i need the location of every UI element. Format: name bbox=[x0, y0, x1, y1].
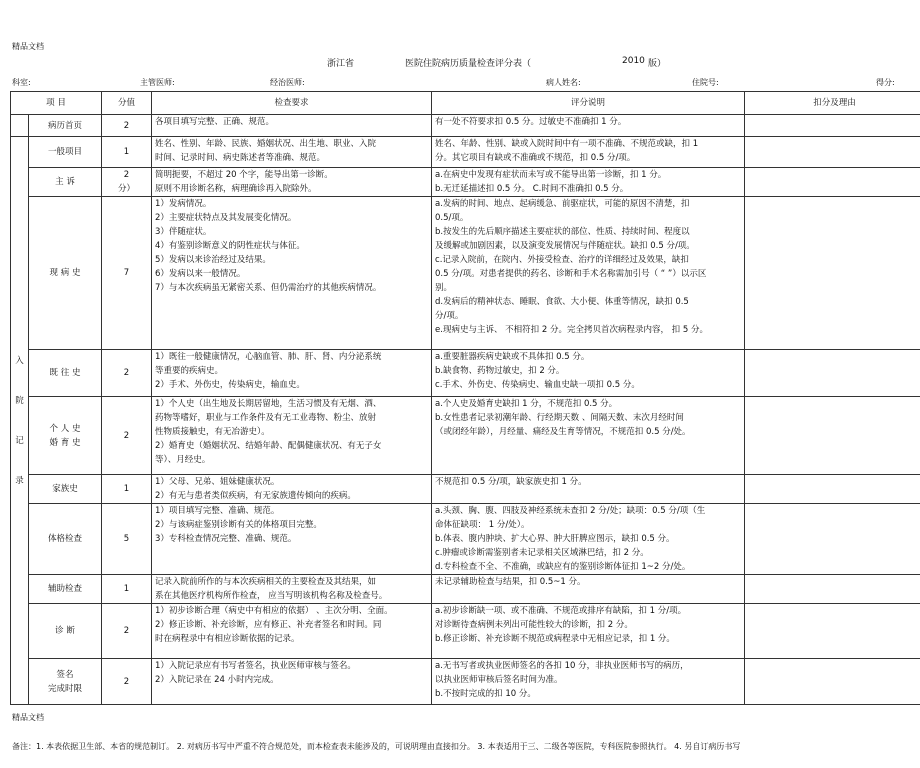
row-item bbox=[29, 350, 102, 397]
row-deduction-cell[interactable] bbox=[745, 659, 920, 705]
row-item bbox=[29, 504, 102, 575]
description-line: 不规范扣 0.5 分/项，缺家族史扣 1 分。 bbox=[435, 477, 587, 487]
row-item bbox=[29, 397, 102, 475]
description-line: 未记录辅助检查与结果，扣 0.5~1 分。 bbox=[435, 577, 586, 587]
header-requirement: 检查要求 bbox=[152, 92, 432, 115]
row-deduction-cell[interactable] bbox=[745, 397, 920, 475]
table-row bbox=[11, 350, 920, 397]
table-row bbox=[11, 475, 920, 504]
row-description bbox=[432, 659, 745, 705]
row-points-value: 2 bbox=[123, 170, 130, 180]
requirement-line: 时在病程录中有相应诊断依据的记录。 bbox=[155, 634, 300, 644]
description-line: 对诊断待查病例未列出可能性较大的诊断，扣 2 分。 bbox=[435, 620, 633, 630]
row-item-label: 体格检查 bbox=[48, 534, 83, 544]
score-table bbox=[10, 91, 920, 705]
row-points-value: 1 bbox=[123, 484, 130, 494]
row-item bbox=[29, 475, 102, 504]
header-description: 评分说明 bbox=[432, 92, 745, 115]
description-line: b.按发生的先后顺序描述主要症状的部位、性质、持续时间、程度以 bbox=[435, 227, 690, 237]
row-points bbox=[102, 115, 152, 137]
requirement-line: 药物等嗜好，职业与工作条件及有无工业毒物、粉尘、放射 bbox=[155, 413, 377, 423]
row-points-value: 2 bbox=[123, 626, 130, 636]
requirement-line: 1）既往一般健康情况，心脑血管、肺、肝、肾、内分泌系统 bbox=[155, 352, 382, 362]
requirement-line: 2）手术、外伤史，传染病史，输血史。 bbox=[155, 380, 305, 390]
section-label-char: 入 bbox=[15, 355, 24, 366]
row-deduction-cell[interactable] bbox=[745, 137, 920, 168]
description-line: 命体征缺项： 1 分/处）。 bbox=[435, 520, 530, 530]
row-item-label: 主 诉 bbox=[55, 177, 75, 187]
form-year: 2010 bbox=[622, 56, 645, 66]
table-row bbox=[11, 168, 920, 197]
requirement-line: 7）与本次疾病虽无紧密关系、但仍需治疗的其他疾病情况。 bbox=[155, 283, 382, 293]
row-description bbox=[432, 115, 745, 137]
description-line: c.手术、外伤史、传染病史、输血史缺一项扣 0.5 分。 bbox=[435, 380, 640, 390]
row-deduction-cell[interactable] bbox=[745, 350, 920, 397]
row-requirement bbox=[152, 397, 432, 475]
requirement-line: 5）发病以来诊治经过及结果。 bbox=[155, 255, 271, 265]
row-description bbox=[432, 168, 745, 197]
row-points-unit: 分） bbox=[118, 184, 136, 194]
requirement-line: 1）父母、兄弟、姐妹健康状况。 bbox=[155, 477, 280, 487]
row-item-label-2: 婚 育 史 bbox=[49, 437, 81, 448]
description-line: 0.5/项。 bbox=[435, 213, 469, 223]
row-requirement bbox=[152, 137, 432, 168]
requirement-line: 2）修正诊断、补充诊断，应有修正、补充者签名和时间。同 bbox=[155, 620, 382, 630]
row-points bbox=[102, 604, 152, 659]
requirement-line: 2）主要症状特点及其发展变化情况。 bbox=[155, 213, 297, 223]
description-line: b.女性患者记录初潮年龄、行经期天数 、间隔天数、末次月经时间 bbox=[435, 413, 684, 423]
description-line: 分。其它项目有缺或不准确或不规范，扣 0.5 分/项。 bbox=[435, 153, 636, 163]
section-label-char: 记 bbox=[15, 435, 24, 446]
patient-name-label: 病人姓名: bbox=[546, 78, 581, 87]
row-item-label: 一般项目 bbox=[48, 147, 83, 157]
row-item-label: 家族史 bbox=[52, 484, 78, 494]
row-points bbox=[102, 137, 152, 168]
requirement-line: 姓名、性别、年龄、民族、婚姻状况、出生地、职业、入院 bbox=[155, 139, 377, 149]
row-requirement bbox=[152, 575, 432, 604]
description-line: b.修正诊断、补充诊断不规范或病程录中无相应记录，扣 1 分。 bbox=[435, 634, 675, 644]
row-deduction-cell[interactable] bbox=[745, 575, 920, 604]
row-item-label: 现 病 史 bbox=[49, 268, 81, 278]
row-description bbox=[432, 397, 745, 475]
row-item bbox=[29, 168, 102, 197]
requirement-line: 2）入院记录在 24 小时内完成。 bbox=[155, 675, 279, 685]
requirement-line: 2）与该病症鉴别诊断有关的体格项目完整。 bbox=[155, 520, 322, 530]
row-item-label: 签名 bbox=[56, 669, 74, 680]
description-line: 姓名、年龄、性别、缺或入院时间中有一项不准确、不规范或缺，扣 1 bbox=[435, 139, 699, 149]
side-cell-empty bbox=[11, 115, 29, 137]
admission-no-label: 住院号: bbox=[692, 78, 719, 87]
row-requirement bbox=[152, 168, 432, 197]
footer-tag: 精品文档 bbox=[12, 713, 44, 722]
description-line: e.现病史与主诉、 不相符扣 2 分。完全拷贝首次病程录内容， 扣 5 分。 bbox=[435, 325, 708, 335]
requirement-line: 2）有无与患者类似疾病，有无家族遗传倾向的疾病。 bbox=[155, 491, 356, 501]
description-line: 分/项。 bbox=[435, 311, 464, 321]
row-requirement bbox=[152, 115, 432, 137]
row-item-label: 个 人 史 bbox=[49, 423, 81, 434]
description-line: 别。 bbox=[435, 283, 453, 293]
row-item bbox=[29, 115, 102, 137]
description-line: （或闭经年龄），月经量、痛经及生育等情况，不规范扣 0.5 分/处。 bbox=[435, 427, 691, 437]
chief-doctor-label: 主管医师: bbox=[140, 78, 175, 87]
score-label: 得分: bbox=[876, 78, 895, 87]
row-points-value: 2 bbox=[123, 430, 130, 441]
row-requirement bbox=[152, 350, 432, 397]
requirement-line: 1）初步诊断合理（病史中有相应的依据） 、主次分明、全面。 bbox=[155, 606, 393, 616]
row-item bbox=[29, 604, 102, 659]
row-deduction-cell[interactable] bbox=[745, 197, 920, 350]
row-points-value: 1 bbox=[123, 584, 130, 594]
document-tag: 精品文档 bbox=[12, 42, 44, 51]
row-deduction-cell[interactable] bbox=[745, 115, 920, 137]
row-description bbox=[432, 575, 745, 604]
row-points bbox=[102, 504, 152, 575]
description-line: 有一处不符要求扣 0.5 分。过敏史不准确扣 1 分。 bbox=[435, 117, 627, 127]
requirement-line: 性物质接触史，有无冶游史）。 bbox=[155, 427, 270, 437]
requirement-line: 各项目填写完整、正确、规范。 bbox=[155, 117, 275, 127]
row-points bbox=[102, 659, 152, 705]
row-deduction-cell[interactable] bbox=[745, 475, 920, 504]
row-points-value: 7 bbox=[123, 268, 130, 278]
description-line: a.头颈、胸、腹、四肢及神经系统未查扣 2 分/处；缺项：0.5 分/项（生 bbox=[435, 506, 706, 516]
row-item-label: 病历首页 bbox=[48, 120, 83, 131]
row-points-value: 5 bbox=[123, 534, 130, 544]
header-points: 分值 bbox=[102, 92, 152, 115]
row-item-label: 诊 断 bbox=[55, 626, 75, 636]
row-points bbox=[102, 475, 152, 504]
description-line: c.记录入院前，在院内、外接受检查、治疗的详细经过及效果，缺扣 bbox=[435, 255, 689, 265]
description-line: a.初步诊断缺一项、或不准确、不规范或排序有缺陷，扣 1 分/项。 bbox=[435, 606, 687, 616]
row-requirement bbox=[152, 197, 432, 350]
province-label: 浙江省 bbox=[327, 59, 355, 69]
section-label-char: 院 bbox=[15, 395, 24, 406]
header-item: 项 目 bbox=[11, 92, 102, 115]
header-deduction: 扣分及理由 bbox=[745, 92, 920, 115]
requirement-line: 2）婚育史（婚姻状况、结婚年龄、配偶健康状况、有无子女 bbox=[155, 441, 382, 451]
attending-doctor-label: 经治医师: bbox=[270, 78, 305, 87]
table-row bbox=[11, 137, 920, 168]
requirement-line: 6）发病以来一般情况。 bbox=[155, 269, 246, 279]
description-line: a.无书写者或执业医师签名的各扣 10 分，非执业医师书写的病历， bbox=[435, 661, 689, 671]
table-row bbox=[11, 197, 920, 350]
description-line: a.重要脏器疾病史缺或不具体扣 0.5 分。 bbox=[435, 352, 590, 362]
requirement-line: 等重要的疾病史。 bbox=[155, 366, 224, 376]
table-row bbox=[11, 504, 920, 575]
table-row bbox=[11, 604, 920, 659]
row-points-value: 1 bbox=[123, 147, 130, 157]
row-item bbox=[29, 659, 102, 705]
table-row bbox=[11, 115, 920, 137]
row-requirement bbox=[152, 475, 432, 504]
row-points-value: 2 bbox=[123, 120, 130, 131]
requirement-line: 原则不用诊断名称，病理确诊再入院除外。 bbox=[155, 184, 317, 194]
requirement-line: 系在其他医疗机构所作检查， 应当写明该机构名称及检查号。 bbox=[155, 591, 388, 601]
table-row bbox=[11, 575, 920, 604]
row-requirement bbox=[152, 659, 432, 705]
description-line: b.缺食物、药物过敏史，扣 2 分。 bbox=[435, 366, 565, 376]
requirement-line: 时间、记录时间、病史陈述者等准确、规范。 bbox=[155, 153, 326, 163]
table-row bbox=[11, 659, 920, 705]
row-item-label-2: 完成时限 bbox=[48, 683, 83, 694]
row-description bbox=[432, 504, 745, 575]
row-item bbox=[29, 575, 102, 604]
row-points bbox=[102, 168, 152, 197]
form-title: 医院住院病历质量检查评分表（ bbox=[405, 59, 532, 69]
row-deduction-cell[interactable] bbox=[745, 604, 920, 659]
row-requirement bbox=[152, 504, 432, 575]
requirement-line: 等）、月经史。 bbox=[155, 455, 211, 465]
table-row bbox=[11, 397, 920, 475]
description-line: 以执业医师审核后签名时间为准。 bbox=[435, 675, 563, 685]
requirement-line: 记录入院前所作的与本次疾病相关的主要检查及其结果，如 bbox=[155, 577, 377, 587]
row-deduction-cell[interactable] bbox=[745, 168, 920, 197]
row-item-label: 辅助检查 bbox=[48, 584, 83, 594]
description-line: d.发病后的精神状态、睡眠、食欲、大小便、体重等情况，缺扣 0.5 bbox=[435, 297, 689, 307]
dept-label: 科室: bbox=[12, 78, 31, 87]
requirement-line: 1）入院记录应有书写者签名，执业医师审核与签名。 bbox=[155, 661, 356, 671]
section-label-admission-record bbox=[11, 137, 29, 705]
requirement-line: 3）专科检查情况完整、准确、规范。 bbox=[155, 534, 297, 544]
footer-notes: 备注：1. 本表依据卫生部、本省的规范制订。 2. 对病历书写中严重不符合规范处，而本检查表未能涉及的，可说明理由直接扣分。 3. 本表适用于三、二级各等医院，专科医院参照执行。 4. 另自订病历书写 bbox=[12, 742, 741, 751]
requirement-line: 4）有鉴别诊断意义的阴性症状与体征。 bbox=[155, 241, 305, 251]
description-line: a.在病史中发现有症状而未写或不能导出第一诊断，扣 1 分。 bbox=[435, 170, 667, 180]
row-points bbox=[102, 575, 152, 604]
description-line: b.体表、腹内肿块、扩大心界、肿大肝脾应图示，缺扣 0.5 分。 bbox=[435, 534, 675, 544]
description-line: c.肿瘤或诊断需鉴别者未记录相关区域淋巴结，扣 2 分。 bbox=[435, 548, 649, 558]
row-item bbox=[29, 137, 102, 168]
row-points-value: 2 bbox=[123, 368, 130, 378]
requirement-line: 简明扼要，不超过 20 个字，能导出第一诊断。 bbox=[155, 170, 333, 180]
row-item-label: 既 往 史 bbox=[49, 368, 81, 378]
description-line: b.不按时完成的扣 10 分。 bbox=[435, 689, 536, 699]
row-points bbox=[102, 350, 152, 397]
row-description bbox=[432, 137, 745, 168]
row-description bbox=[432, 475, 745, 504]
requirement-line: 3）伴随症状。 bbox=[155, 227, 212, 237]
row-description bbox=[432, 197, 745, 350]
description-line: 0.5 分/项。对患者提供的药名、诊断和手术名称需加引号（ “ ”）以示区 bbox=[435, 269, 707, 279]
row-points bbox=[102, 397, 152, 475]
section-label-char: 录 bbox=[15, 475, 24, 486]
row-points bbox=[102, 197, 152, 350]
requirement-line: 1）项目填写完整、准确、规范。 bbox=[155, 506, 280, 516]
requirement-line: 1）个人史（出生地及长期居留地，生活习惯及有无烟、酒、 bbox=[155, 399, 382, 409]
description-line: 及缓解或加剧因素，以及演变发展情况与伴随症状。缺扣 0.5 分/项。 bbox=[435, 241, 695, 251]
table-header-row bbox=[11, 92, 920, 115]
requirement-line: 1）发病情况。 bbox=[155, 199, 212, 209]
description-line: a.发病的时间、地点、起病缓急、前驱症状，可能的原因不清楚，扣 bbox=[435, 199, 690, 209]
row-points-value: 2 bbox=[123, 676, 130, 687]
row-requirement bbox=[152, 604, 432, 659]
row-description bbox=[432, 350, 745, 397]
row-item bbox=[29, 197, 102, 350]
description-line: d.专科检查不全、不准确，或缺应有的鉴别诊断体征扣 1~2 分/处。 bbox=[435, 562, 691, 572]
form-title-suffix: 版） bbox=[648, 59, 667, 69]
description-line: a.个人史及婚育史缺扣 1 分，不规范扣 0.5 分。 bbox=[435, 399, 618, 409]
description-line: b.无迁延描述扣 0.5 分。 C.时间不准确扣 0.5 分。 bbox=[435, 184, 629, 194]
row-description bbox=[432, 604, 745, 659]
row-deduction-cell[interactable] bbox=[745, 504, 920, 575]
